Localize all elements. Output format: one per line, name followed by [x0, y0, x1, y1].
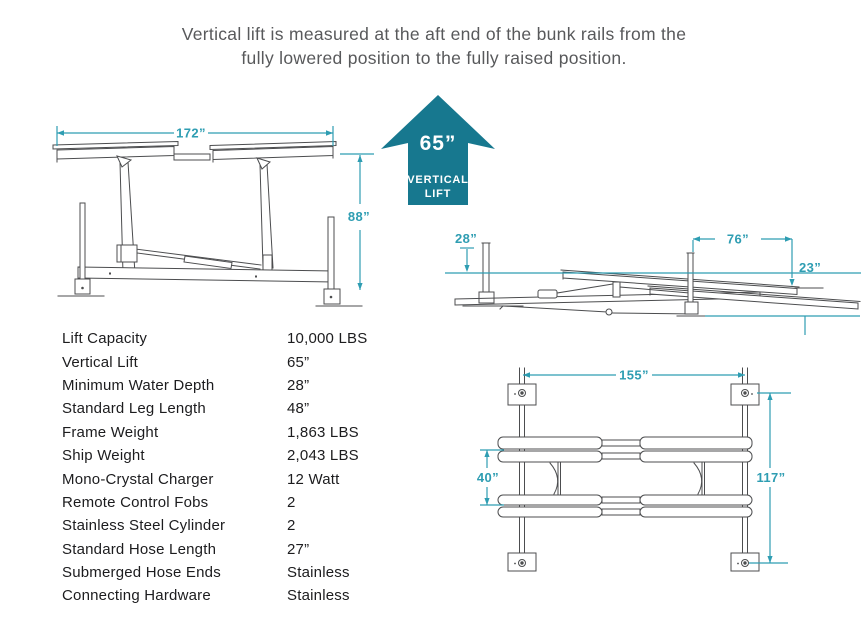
vertical-lift-arrow	[376, 93, 500, 207]
dim-label-23: 23”	[799, 260, 822, 275]
spec-value: 27”	[287, 540, 310, 558]
table-row	[62, 421, 384, 444]
table-row	[62, 467, 384, 490]
lift-structure-lowered	[455, 243, 860, 316]
spec-label: Minimum Water Depth	[62, 376, 215, 394]
spec-value: Stainless	[287, 587, 350, 605]
table-row	[62, 561, 384, 584]
spec-value: 2,043 LBS	[287, 447, 359, 465]
spec-value: 65”	[287, 353, 310, 371]
lift-structure-top	[498, 368, 759, 571]
spec-label: Standard Leg Length	[62, 400, 206, 418]
spec-label: Ship Weight	[62, 447, 145, 465]
header-note	[0, 22, 868, 70]
lift-arrow-label2: LIFT	[424, 188, 452, 200]
table-row	[62, 491, 384, 514]
spec-label: Standard Hose Length	[62, 540, 217, 558]
dimension-88	[340, 154, 374, 290]
spec-value: 2	[287, 517, 296, 535]
spec-table	[62, 327, 384, 608]
dim-label-88: 88”	[347, 209, 371, 224]
lift-structure-raised	[53, 142, 362, 307]
dim-label-172: 172”	[176, 125, 206, 141]
header-note-line2: fully lowered position to the fully raised position.	[241, 48, 627, 68]
lift-arrow-label1: VERTICAL	[407, 174, 469, 186]
spec-value: 12 Watt	[287, 470, 340, 488]
dimension-76	[693, 232, 792, 253]
lowered-side-view-diagram	[443, 216, 868, 356]
spec-label: Frame Weight	[62, 423, 159, 441]
spec-label: Vertical Lift	[62, 353, 138, 371]
table-row	[62, 444, 384, 467]
table-row	[62, 514, 384, 537]
spec-label: Stainless Steel Cylinder	[62, 517, 226, 535]
spec-label: Lift Capacity	[62, 330, 148, 348]
dim-label-155: 155”	[619, 367, 649, 383]
raised-side-view-diagram	[38, 98, 383, 320]
lift-arrow-value: 65”	[419, 132, 457, 155]
dim-label-40: 40”	[476, 470, 500, 485]
table-row	[62, 397, 384, 420]
table-row	[62, 327, 384, 350]
spec-label: Connecting Hardware	[62, 587, 211, 605]
dimension-155	[523, 368, 745, 383]
table-row	[62, 538, 384, 561]
spec-value: 2	[287, 493, 296, 511]
spec-label: Remote Control Fobs	[62, 493, 209, 511]
table-row	[62, 374, 384, 397]
spec-value: 48”	[287, 400, 310, 418]
top-view-diagram	[476, 356, 868, 622]
header-note-line1: Vertical lift is measured at the aft end of the bunk rails from the	[181, 24, 687, 44]
dimension-117	[749, 393, 791, 563]
spec-value: 10,000 LBS	[287, 330, 368, 348]
spec-value: 28”	[287, 376, 310, 394]
table-row	[62, 350, 384, 373]
dim-label-117: 117”	[756, 470, 786, 485]
spec-label: Submerged Hose Ends	[62, 564, 221, 582]
spec-label: Mono-Crystal Charger	[62, 470, 214, 488]
spec-value: 1,863 LBS	[287, 423, 359, 441]
dim-label-28: 28”	[455, 231, 478, 246]
dim-label-76: 76”	[726, 231, 750, 247]
table-row	[62, 584, 384, 607]
spec-value: Stainless	[287, 564, 350, 582]
